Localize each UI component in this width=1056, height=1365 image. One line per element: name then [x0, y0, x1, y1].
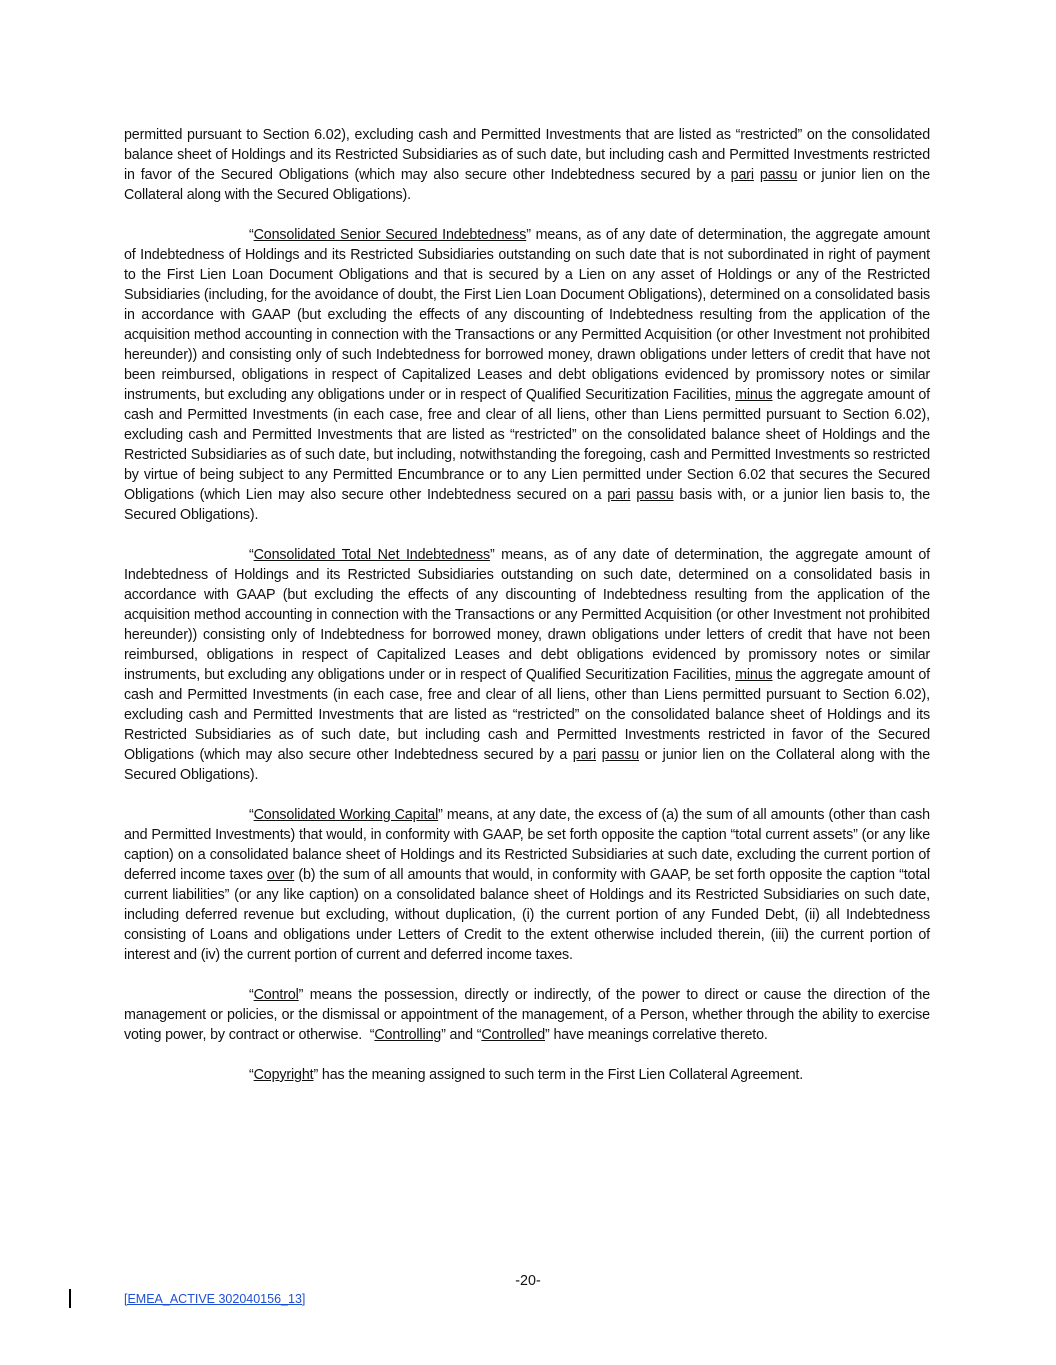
passu-term: passu	[601, 747, 640, 763]
paragraph-text: or junior lien on the Collateral along with the Secured Obligations).	[124, 747, 930, 783]
open-quote: “	[249, 987, 254, 1003]
document-id-link[interactable]: [EMEA_ACTIVE 302040156_13]	[124, 1292, 306, 1306]
definition-consolidated-senior-secured-indebtedness	[124, 225, 930, 525]
paragraph-text: ” means, as of any date of determination, the aggregate amount of Indebtedness of Holdings and its Restricted Subsidiaries outstanding on such date that is not subordinated in right of payment to the First Lien Loan Document Obligations and that is secured by a Lien on any asset of Holdings or any of the Restricted Subsidiaries (including, for the avoidance of doubt, the First Lien Loan Document Obligations), determined on a consolidated basis in accordance with GAAP (but excluding the effects of any discounting of Indebtedness resulting from the application of the acquisition method accounting in connection with the Transactions or any Permitted Acquisition (or other Investment not prohibited hereunder)) and consisting only of such Indebtedness for borrowed money, drawn obligations under letters of credit that have not been reimbursed, obligations in respect of Capitalized Leases and debt obligations evidenced by promissory notes or similar instruments, but excluding any obligations under or in respect of Qualified Securitization Facilities,	[124, 227, 930, 403]
defined-term: Control	[253, 987, 299, 1003]
paragraph-text: ” have meanings correlative thereto.	[545, 1027, 768, 1043]
open-quote: “	[249, 807, 254, 823]
document-body	[124, 125, 930, 1105]
paragraph-text: ” means the possession, directly or indirectly, of the power to direct or cause the direction of the management or policies, or the dismissal or appointment of the management, of a Person, whether through the ability to exercise voting power, by contract or otherwise. “	[124, 987, 930, 1043]
definition-copyright	[124, 1065, 930, 1085]
paragraph-text: (b) the sum of all amounts that would, in conformity with GAAP, be set forth opposite the caption “total current liabilities” (or any like caption) on a consolidated balance sheet of Holdings and its Restricted Subsidiaries on such date, including deferred revenue but excluding, without duplication, (i) the current portion of any Funded Debt, (ii) all Indebtedness consisting of Loans and obligations under Letters of Credit to the extent otherwise included therein, (iii) the current portion of interest and (iv) the current portion of current and deferred income taxes.	[124, 867, 930, 963]
over-term: over	[267, 867, 295, 883]
revision-change-bar	[69, 1289, 71, 1308]
open-quote: “	[249, 227, 254, 243]
defined-term: Copyright	[253, 1067, 314, 1083]
minus-term: minus	[735, 387, 773, 403]
paragraph-continuation	[124, 125, 930, 205]
definition-consolidated-total-net-indebtedness	[124, 545, 930, 785]
definition-consolidated-working-capital	[124, 805, 930, 965]
paragraph-text: or junior lien on the Collateral along with the Secured Obligations).	[124, 167, 930, 203]
defined-term: Consolidated Working Capital	[253, 807, 439, 823]
definition-control	[124, 985, 930, 1045]
paragraph-text: ” has the meaning assigned to such term in the First Lien Collateral Agreement.	[313, 1067, 804, 1083]
paragraph-text: the aggregate amount of cash and Permitted Investments (in each case, free and clear of all liens, other than Liens permitted pursuant to Section 6.02), excluding cash and Permitted Investments that are listed as “restricted” on the consolidated balance sheet of Holdings and its Restricted Subsidiaries as of such date, but including cash and Permitted Investments restricted in favor of the Secured Obligations (which may also secure other Indebtedness secured by a	[124, 667, 930, 763]
paragraph-text: permitted pursuant to Section 6.02), excluding cash and Permitted Investments that are listed as “restricted” on the consolidated balance sheet of Holdings and its Restricted Subsidiaries as of such date, but including cash and Permitted Investments restricted in favor of the Secured Obligations (which may also secure other Indebtedness secured by a	[124, 127, 930, 183]
paragraph-text: ” means, at any date, the excess of (a) the sum of all amounts (other than cash and Permitted Investments) that would, in conformity with GAAP, be set forth opposite the caption “total current assets” (or any like caption) on a consolidated balance sheet of Holdings and its Restricted Subsidiaries at such date, excluding the current portion of deferred income taxes	[124, 807, 930, 883]
pari-term: pari	[572, 747, 597, 763]
open-quote: “	[249, 1067, 254, 1083]
open-quote: “	[249, 547, 254, 563]
defined-term: Consolidated Senior Secured Indebtedness	[253, 227, 527, 243]
paragraph-text: the aggregate amount of cash and Permitted Investments (in each case, free and clear of all liens, other than Liens permitted pursuant to Section 6.02), excluding cash and Permitted Investments that are listed as “restricted” on the consolidated balance sheet of Holdings and the Restricted Subsidiaries as of such date, but including, notwithstanding the foregoing, cash and Permitted Investments so restricted by virtue of being subject to any Permitted Encumbrance or to any Lien permitted under Section 6.02 that secures the Secured Obligations (which Lien may also secure other Indebtedness secured on a	[124, 387, 930, 503]
paragraph-text: ” means, as of any date of determination, the aggregate amount of Indebtedness of Holdings and its Restricted Subsidiaries outstanding on such date, determined on a consolidated basis in accordance with GAAP (but excluding the effects of any discounting of Indebtedness resulting from the application of the acquisition method accounting in connection with the Transactions or any Permitted Acquisition (or other Investment not prohibited hereunder)) consisting only of Indebtedness for borrowed money, drawn obligations under letters of credit that have not been reimbursed, obligations in respect of Capitalized Leases and debt obligations evidenced by promissory notes or similar instruments, but excluding any obligations under or in respect of Qualified Securitization Facilities,	[124, 547, 930, 683]
pari-term: pari	[607, 487, 631, 503]
defined-term: Consolidated Total Net Indebtedness	[253, 547, 490, 563]
pari-term: pari	[730, 167, 754, 183]
paragraph-text: ” and “	[441, 1027, 482, 1043]
defined-term-controlled: Controlled	[481, 1027, 546, 1043]
passu-term: passu	[759, 167, 798, 183]
minus-term: minus	[735, 667, 773, 683]
paragraph-text: basis with, or a junior lien basis to, the Secured Obligations).	[124, 487, 930, 523]
defined-term-controlling: Controlling	[374, 1027, 442, 1043]
passu-term: passu	[636, 487, 674, 503]
page-number: -20-	[515, 1273, 541, 1289]
